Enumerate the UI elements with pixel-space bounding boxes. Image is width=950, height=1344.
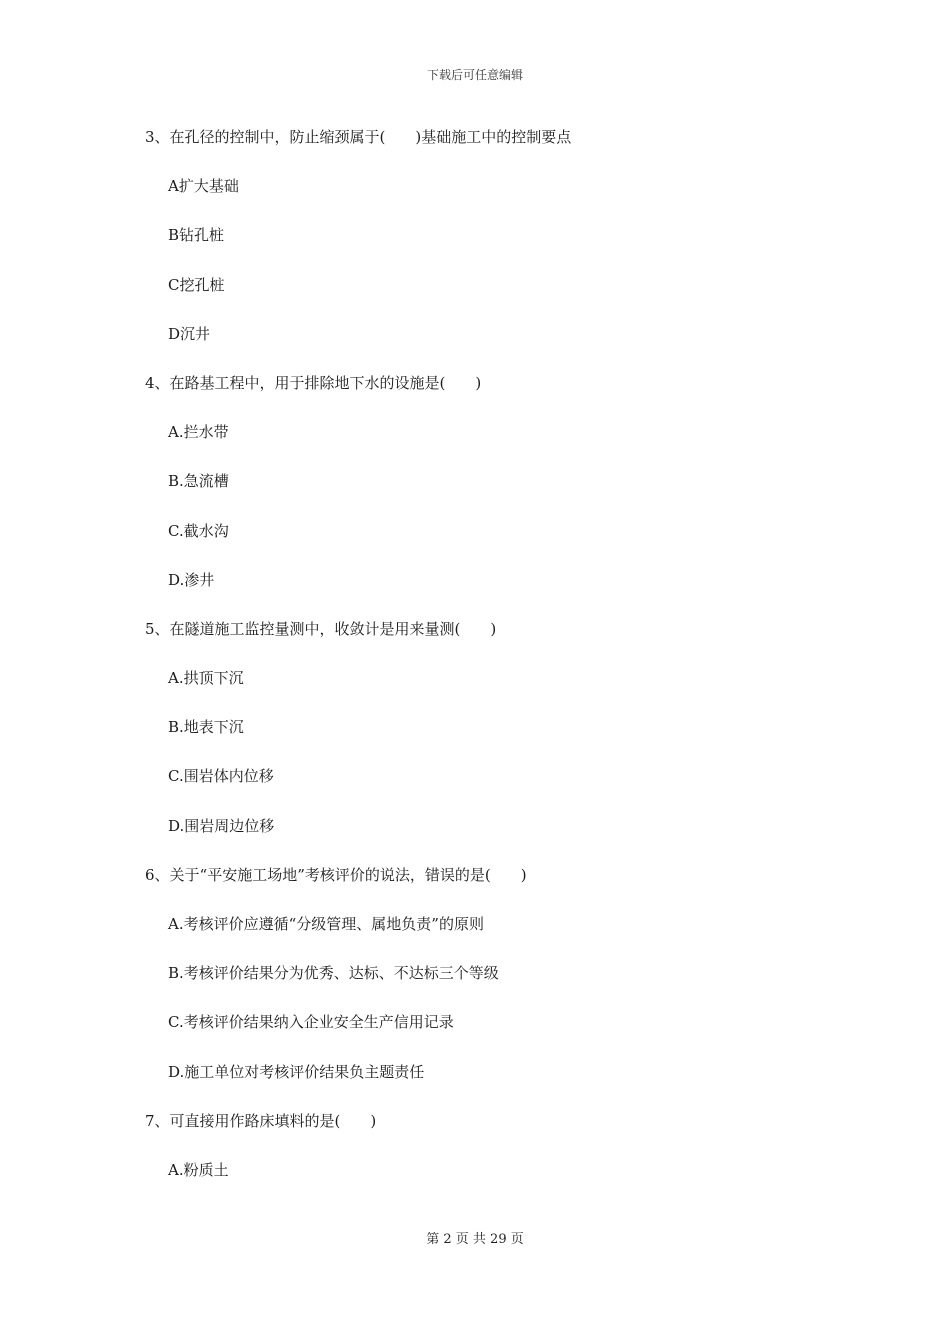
answer-option: A.粉质土 [168,1160,229,1179]
answer-option: B.急流槽 [168,472,229,491]
question-stem: 5、在隧道施工监控量测中，收敛计是用来量测( ) [145,619,497,638]
question-stem: 3、在孔径的控制中，防止缩颈属于( )基础施工中的控制要点 [145,128,572,146]
answer-option: D沉井 [168,324,211,343]
page-footer: 第 2 页 共 29 页 [426,1232,524,1247]
answer-option: A.考核评价应遵循“分级管理、属地负责”的原则 [168,915,484,933]
answer-option: C.考核评价结果纳入企业安全生产信用记录 [168,1013,454,1032]
answer-option: C.截水沟 [168,521,229,540]
question-stem: 6、关于“平安施工场地”考核评价的说法，错误的是( ) [145,865,527,884]
page-header: 下载后可任意编辑 [426,68,523,82]
answer-option: C.围岩体内位移 [168,767,274,786]
answer-option: C挖孔桩 [168,275,225,294]
answer-option: D.施工单位对考核评价结果负主题责任 [168,1062,425,1081]
question-stem: 7、可直接用作路床填料的是( ) [145,1111,377,1130]
answer-option: D.围岩周边位移 [168,816,275,835]
answer-option: B钻孔桩 [168,226,225,245]
answer-option: A.拦水带 [168,423,229,442]
question-stem: 4、在路基工程中，用于排除地下水的设施是( ) [145,373,482,392]
answer-option: B.地表下沉 [168,718,244,737]
answer-option: A扩大基础 [168,177,239,196]
answer-option: D.渗井 [168,570,215,589]
question-list [0,124,950,1206]
answer-option: B.考核评价结果分为优秀、达标、不达标三个等级 [168,964,499,983]
answer-option: A.拱顶下沉 [168,669,244,688]
